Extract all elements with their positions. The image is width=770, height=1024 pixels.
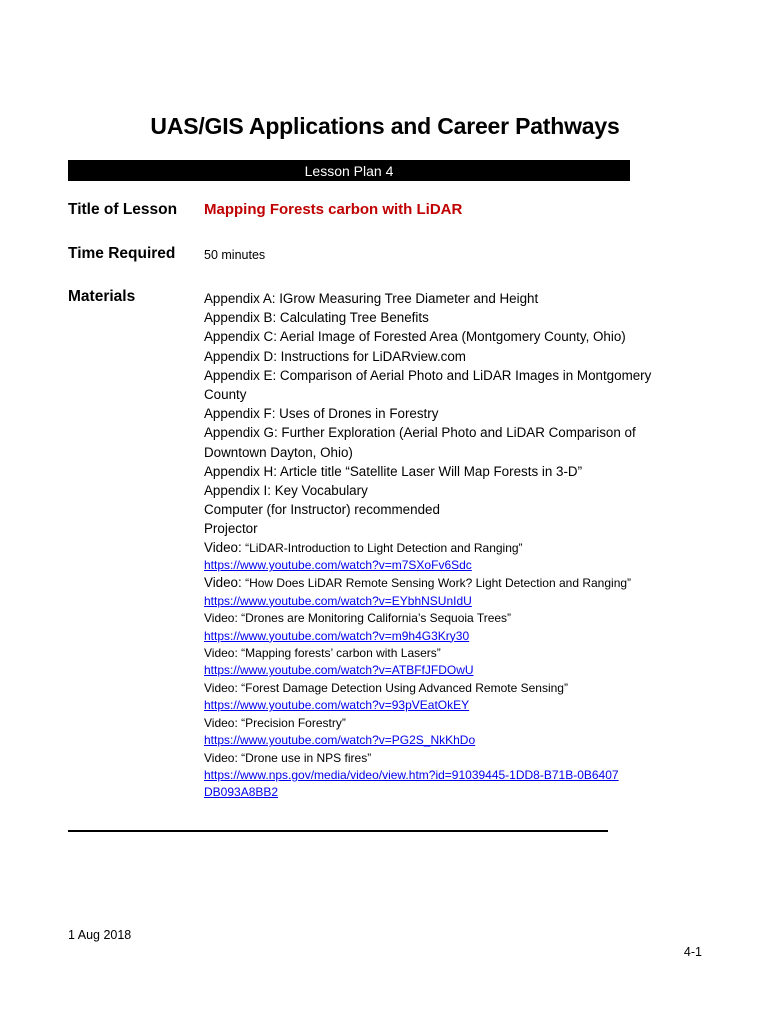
video-link[interactable]: https://www.youtube.com/watch?v=ATBFfJFDOwU xyxy=(204,663,474,678)
time-required-value: 50 minutes xyxy=(204,248,266,262)
material-item: Appendix A: IGrow Measuring Tree Diameter and Height xyxy=(204,291,539,306)
video-link[interactable]: https://www.youtube.com/watch?v=m7SXoFv6Sdc xyxy=(204,558,472,573)
material-item: Appendix D: Instructions for LiDARview.com xyxy=(204,348,466,364)
materials-label: Materials xyxy=(68,288,136,305)
video-title: “How Does LiDAR Remote Sensing Work? Light Detection and Ranging” xyxy=(241,576,632,591)
title-of-lesson-label: Title of Lesson xyxy=(68,201,178,218)
video-entry xyxy=(204,715,684,750)
video-prefix: Video: xyxy=(204,611,238,626)
material-item: Appendix E: Comparison of Aerial Photo and LiDAR Images in Montgomery County xyxy=(204,367,652,403)
video-prefix: Video: xyxy=(204,646,238,661)
material-item: Appendix C: Aerial Image of Forested Area (Montgomery County, Ohio) xyxy=(204,329,626,345)
lesson-title: Mapping Forests carbon with LiDAR xyxy=(204,201,463,218)
horizontal-rule xyxy=(68,830,608,832)
material-item: Projector xyxy=(204,521,258,537)
video-entry xyxy=(204,574,684,610)
material-item: Appendix G: Further Exploration (Aerial Photo and LiDAR Comparison of Downtown Dayton, Ohio) xyxy=(204,425,636,460)
material-item: Appendix H: Article title “Satellite Laser Will Map Forests in 3-D” xyxy=(204,463,583,479)
lesson-plan-banner: Lesson Plan 4 xyxy=(68,160,630,181)
video-prefix: Video: xyxy=(204,750,238,765)
video-link[interactable]: https://www.youtube.com/watch?v=EYbhNSUnIdU xyxy=(204,593,472,608)
material-item: Appendix F: Uses of Drones in Forestry xyxy=(204,406,439,422)
video-title: “Mapping forests’ carbon with Lasers” xyxy=(237,646,441,661)
video-link[interactable]: https://www.youtube.com/watch?v=PG2S_NkKhDo xyxy=(204,733,476,748)
video-entry xyxy=(204,645,684,680)
time-required-label: Time Required xyxy=(68,245,176,262)
video-link[interactable]: https://www.youtube.com/watch?v=93pVEatOkEY xyxy=(204,698,470,713)
video-title: “Drone use in NPS fires” xyxy=(237,750,372,765)
material-item: Computer (for Instructor) recommended xyxy=(204,502,440,518)
video-link[interactable]: https://www.youtube.com/watch?v=m9h4G3Kry30 xyxy=(204,628,470,643)
video-title: “Precision Forestry” xyxy=(237,715,346,730)
video-entry xyxy=(204,539,684,575)
materials-list xyxy=(204,289,684,802)
video-entry xyxy=(204,610,684,645)
video-title: “Drones are Monitoring California’s Sequoia Trees” xyxy=(237,611,512,626)
material-item: Appendix B: Calculating Tree Benefits xyxy=(204,310,429,326)
footer-date: 1 Aug 2018 xyxy=(68,928,132,942)
video-entry xyxy=(204,750,684,802)
material-item: Appendix I: Key Vocabulary xyxy=(204,483,368,499)
video-link[interactable]: https://www.nps.gov/media/video/view.htm?id=91039445-1DD8-B71B-0B6407DB093A8BB2 xyxy=(204,767,619,800)
video-prefix: Video: xyxy=(204,680,238,695)
video-prefix: Video: xyxy=(204,715,238,730)
page-title: UAS/GIS Applications and Career Pathways xyxy=(150,113,620,139)
video-prefix: Video: xyxy=(204,575,242,591)
video-title: “LiDAR-Introduction to Light Detection and Ranging” xyxy=(241,540,523,555)
video-prefix: Video: xyxy=(204,539,242,555)
video-entry xyxy=(204,680,684,715)
page-number: 4-1 xyxy=(683,945,702,959)
video-title: “Forest Damage Detection Using Advanced Remote Sensing” xyxy=(237,680,568,695)
